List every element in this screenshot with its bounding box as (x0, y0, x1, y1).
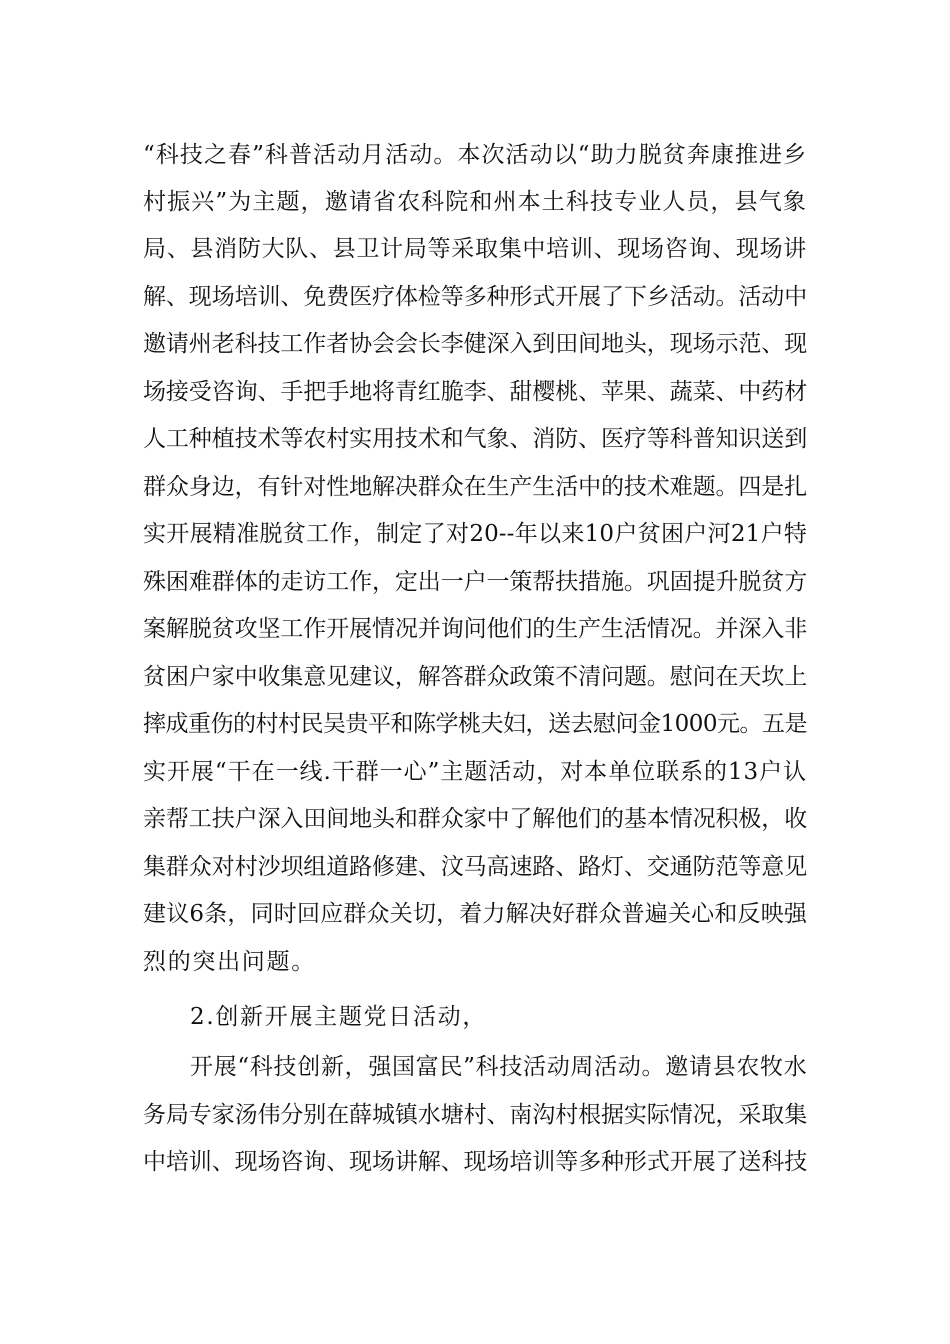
paragraph-line: 中培训、现场咨询、现场讲解、现场培训等多种形式开展了送科技 (143, 1149, 808, 1175)
paragraph-line: 烈的突出问题。 (143, 949, 316, 975)
paragraph-line: 实开展精准脱贫工作，制定了对20--年以来10户贫困户河21户特 (143, 521, 807, 547)
paragraph-line: 解、现场培训、免费医疗体检等多种形式开展了下乡活动。活动中 (143, 284, 808, 310)
paragraph-line: 殊困难群体的走访工作，定出一户一策帮扶措施。巩固提升脱贫方 (143, 569, 808, 595)
paragraph-line: 开展“科技创新，强国富民”科技活动周活动。邀请县农牧水 (190, 1054, 808, 1080)
paragraph-line: 人工种植技术等农村实用技术和气象、消防、医疗等科普知识送到 (143, 426, 808, 452)
paragraph-line: 务局专家汤伟分别在薛城镇水塘村、南沟村根据实际情况，采取集 (143, 1102, 808, 1128)
paragraph-line: 亲帮工扶户深入田间地头和群众家中了解他们的基本情况积极，收 (143, 806, 808, 832)
paragraph-line: 摔成重伤的村村民吴贵平和陈学桃夫妇，送去慰问金1000元。五是 (143, 711, 808, 737)
paragraph-line: “科技之春”科普活动月活动。本次活动以“助力脱贫奔康推进乡 (143, 142, 807, 168)
paragraph-line: 群众身边，有针对性地解决群众在生产生活中的技术难题。四是扎 (143, 474, 808, 500)
paragraph-line: 集群众对村沙坝组道路修建、汶马高速路、路灯、交通防范等意见 (143, 854, 808, 880)
section-heading: 2.创新开展主题党日活动， (190, 1004, 488, 1030)
paragraph-line: 贫困户家中收集意见建议，解答群众政策不清问题。慰问在天坎上 (143, 664, 808, 690)
paragraph-line: 场接受咨询、手把手地将青红脆李、甜樱桃、苹果、蔬菜、中药材 (143, 379, 808, 405)
paragraph-line: 案解脱贫攻坚工作开展情况并询问他们的生产生活情况。并深入非 (143, 616, 808, 642)
paragraph-line: 村振兴”为主题，邀请省农科院和州本土科技专业人员，县气象 (143, 189, 807, 215)
paragraph-line: 建议6条，同时回应群众关切，着力解决好群众普遍关心和反映强 (143, 901, 807, 927)
paragraph-line: 邀请州老科技工作者协会会长李健深入到田间地头，现场示范、现 (143, 331, 808, 357)
paragraph-line: 实开展“干在一线.干群一心”主题活动，对本单位联系的13户认 (143, 759, 807, 785)
paragraph-line: 局、县消防大队、县卫计局等采取集中培训、现场咨询、现场讲 (143, 236, 807, 262)
